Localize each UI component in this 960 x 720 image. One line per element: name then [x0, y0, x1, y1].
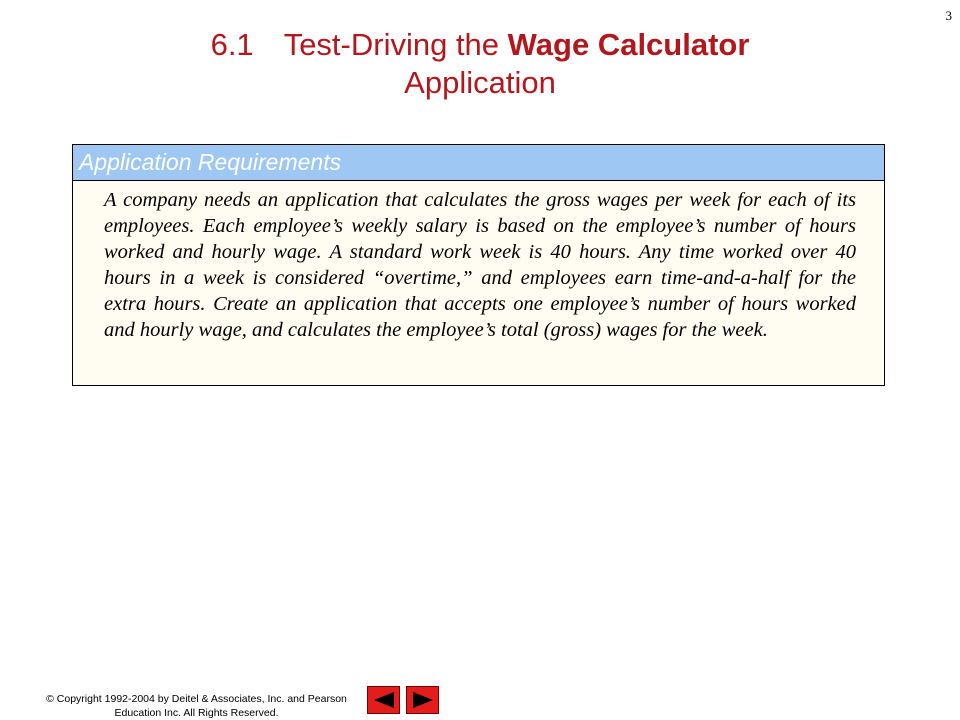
arrow-left-icon [372, 691, 396, 709]
slide-navigation [367, 686, 439, 714]
title-line-2: Application [404, 65, 556, 100]
copyright-line-1: © Copyright 1992-2004 by Deitel & Associates, Inc. and Pearson [46, 693, 347, 705]
copyright-line-2: Education Inc. All Rights Reserved. [114, 707, 279, 719]
next-slide-button[interactable] [406, 686, 439, 714]
requirements-box [72, 144, 885, 386]
requirements-heading: Application Requirements [73, 145, 884, 181]
copyright-notice [24, 692, 369, 720]
arrow-right-icon [411, 691, 435, 709]
previous-slide-button[interactable] [367, 686, 400, 714]
page-number: 3 [945, 8, 952, 23]
requirements-text: A company needs an application that calculates the gross wages per week for each of its employees. Each employee’s weekly salary is based on the employee’s number of hours worked and hourly wage. A standard work week is 40 hours. Any time worked over 40 hours in a week is considered “overtime,” and employees earn time-and-a-half for the extra hours. Create an application that accepts one employee’s number of hours worked and hourly wage, and calculates the employee’s total (gross) wages for the week. [104, 189, 856, 341]
title-line-1 [0, 26, 960, 64]
slide-title [0, 26, 960, 102]
title-number: 6.1 [210, 27, 254, 62]
title-prefix: Test-Driving the [283, 27, 500, 62]
title-bold: Wage Calculator [507, 27, 750, 62]
